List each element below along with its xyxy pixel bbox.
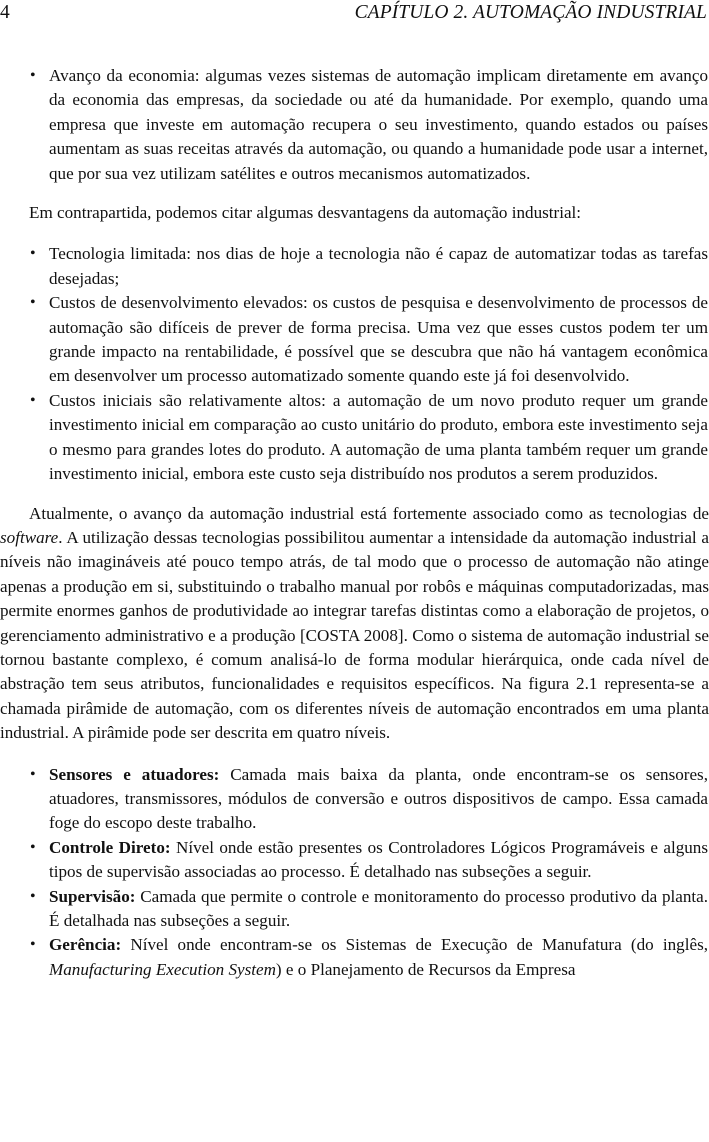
- level-description: Camada que permite o controle e monitoramento do processo produtivo da planta. É detalhada nas subseções a seguir.: [49, 886, 708, 930]
- list-item-text: Tecnologia limitada: nos dias de hoje a tecnologia não é capaz de automatizar todas as tarefas desejadas;: [49, 244, 708, 288]
- emphasized-term: Manufacturing Execution System: [49, 959, 276, 979]
- emphasized-term: software: [0, 527, 59, 547]
- level-term: Controle Direto:: [49, 837, 171, 857]
- level-term: Supervisão:: [49, 886, 136, 906]
- list-item: [0, 763, 709, 836]
- bullet-icon: •: [30, 887, 36, 905]
- paragraph-text: . A utilização dessas tecnologias possibilitou aumentar a intensidade da automação industrial a níveis não imagináveis até pouco tempo atrás, de tal modo que o processo de automação não atinge apenas a produção em si, substituindo o trabalho manual por robôs e máquinas computadorizadas, mas permite enormes ganhos de produtividade ao integrar tarefas distintas como a elaboração de projetos, o gerenciamento administrativo e a produção [COSTA 2008]. Como o sistema de automação industrial se tornou bastante complexo, é comum analisá-lo de forma modular hierárquica, onde cada nível de abstração tem seus atributos, funcionalidades e requisitos específicos. Na figura 2.1 representa-se a chamada pirâmide de automação, com os diferentes níveis de automação encontrados em uma planta industrial. A pirâmide pode ser descrita em quatro níveis.: [0, 527, 709, 743]
- list-item: [0, 389, 709, 487]
- disadvantages-intro: Em contrapartida, podemos citar algumas desvantagens da automação industrial:: [29, 203, 582, 223]
- bullet-icon: •: [30, 67, 36, 84]
- level-description-tail: ) e o Planejamento de Recursos da Empresa: [275, 959, 576, 979]
- level-description: Nível onde estão presentes os Controladores Lógicos Programáveis e alguns tipos de supervisão associadas ao processo. É detalhado nas subseções a seguir.: [49, 837, 708, 882]
- list-item: [0, 291, 709, 389]
- level-term: Gerência:: [49, 935, 122, 955]
- advantages-list: [0, 64, 709, 186]
- list-item: [0, 836, 709, 885]
- level-term: Sensores e atuadores:: [49, 764, 220, 784]
- list-item-text: Custos de desenvolvimento elevados: os custos de pesquisa e desenvolvimento de processos de automação são difíceis de prever de forma precisa. Uma vez que esses custos podem ter um grande impacto na rentabilidade, é possível que se descubra que não há vantagem econômica em desenvolver um processo automatizado somente quando este já foi desenvolvido.: [49, 293, 708, 386]
- list-item: [0, 242, 709, 291]
- list-item: [0, 64, 709, 186]
- automation-levels-list: [0, 763, 709, 983]
- page-body: [0, 64, 709, 982]
- bullet-icon: •: [30, 765, 36, 783]
- list-item: [0, 933, 709, 982]
- chapter-title: CAPÍTULO 2. AUTOMAÇÃO INDUSTRIAL: [354, 2, 707, 23]
- bullet-icon: •: [30, 245, 36, 263]
- running-header: [0, 0, 709, 26]
- bullet-icon: •: [30, 936, 36, 954]
- bullet-icon: •: [30, 294, 36, 312]
- list-item-text: Avanço da economia: algumas vezes sistemas de automação implicam diretamente em avanço da economia das empresas, da sociedade ou até da humanidade. Por exemplo, quando uma empresa que investe em automação recupera o seu investimento, quando estados ou países aumentam as suas receitas através da automação, ou quando a humanidade pode usar a internet, que por sua vez utilizam satélites e outros mecanismos automatizados.: [49, 66, 708, 183]
- bullet-icon: •: [30, 838, 36, 856]
- page-number: 4: [0, 2, 10, 23]
- bullet-icon: •: [30, 391, 36, 409]
- level-description: Camada mais baixa da planta, onde encontram-se os sensores, atuadores, transmissores, módulos de conversão e outros dispositivos de campo. Essa camada foge do escopo deste trabalho.: [49, 764, 708, 833]
- main-paragraph: [0, 502, 709, 746]
- list-item-text: Custos iniciais são relativamente altos: a automação de um novo produto requer um grande investimento inicial em comparação ao custo unitário do produto, embora este investimento seja o mesmo para grandes lotes do produto. A automação de uma planta também requer um grande investimento inicial, embora este custo seja distribuído nos produtos a serem produzidos.: [49, 390, 708, 484]
- level-description: Nível onde encontram-se os Sistemas de Execução de Manufatura (do inglês,: [121, 935, 708, 955]
- disadvantages-list: [0, 242, 709, 486]
- paragraph-text: Atualmente, o avanço da automação industrial está fortemente associado como as tecnologias de: [29, 503, 709, 523]
- list-item: [0, 885, 709, 934]
